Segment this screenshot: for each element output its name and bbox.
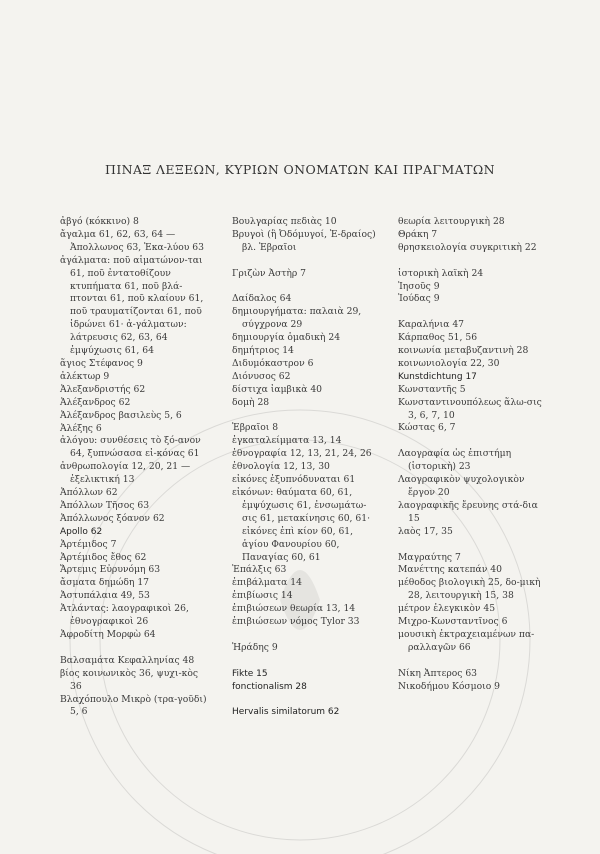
index-entry: Βουλγαρίας πεδιὰς 10 [232, 216, 337, 227]
index-entry: Ἀλέξανδρος βασιλεὺς 5, 6 [60, 409, 182, 421]
index-entry: Βαλσαμάτα Κεφαλληνίας 48 [60, 654, 195, 666]
index-column-1 [60, 216, 212, 719]
entry-gap [398, 655, 546, 668]
index-entry: λαὸς 17, 35 [398, 525, 453, 537]
index-entry: μέτρον ἐλεγκικὸν 45 [398, 603, 496, 615]
index-entry: Διόνυσος 62 [232, 370, 291, 382]
index-entry: εἰκόνες ἐξυπνόδυναται 61 [232, 474, 356, 486]
index-entry: Ἀστυπάλαια 49, 53 [60, 590, 150, 602]
index-entry: Βρυγοὶ (ἢ Ὀδόμυγοί, Ἑ-δραίος) βλ. Ἑβραῖοι [232, 228, 376, 253]
index-entry: ἐπιβάλματα 14 [232, 577, 302, 589]
index-entry: θρησκειολογία συγκριτικὴ 22 [398, 241, 537, 253]
index-entry: Ἀρτέμιδος 7 [60, 538, 117, 550]
entry-gap [60, 642, 212, 655]
index-entry: Κάρπαθος 51, 56 [398, 332, 478, 344]
index-entry: μουσικὴ ἐκτραχειαμένων πα-ραλλαγῶν 66 [398, 628, 535, 653]
index-entry: ἄγαλμα 61, 62, 63, 64 —Ἀπολλωνος 63, Ἑκα-λύου 63 [60, 228, 204, 253]
index-entry: Καραλήνια 47 [398, 319, 465, 331]
index-entry: ἐγκαταλείμματα 13, 14 [232, 435, 342, 447]
index-entry: Κωνσταντινουπόλεως ἅλω-σις 3, 6, 7, 10 [398, 396, 542, 421]
entry-gap [398, 306, 546, 319]
index-column-3 [398, 216, 546, 693]
index-entry: ἀγάλματα: ποῦ αἱματώνον-ται 61, ποῦ ἐντατοθίζουν κτυπήματα 61, ποῦ βλά-πτονται 61, ποῦ κλαίουν 61, ποῦ τραυματίζονται 61, ποῦ ἱδρώνει 61· ἀ-γάλματων: λάτρευσις 62, 63, 64 ἐμψύχωσις 61, 64 [60, 254, 204, 357]
index-entry: Kunstdichtung 17 [398, 371, 477, 382]
index-entry: Ἀπόλλων Τῆσος 63 [60, 499, 150, 511]
index-entry: λαογραφικῆς ἔρευνης στά-δια 15 [398, 499, 538, 524]
index-entry: Μανέττης κατεπάν 40 [398, 564, 502, 576]
index-entry: Θράκη 7 [398, 228, 438, 240]
index-entry: Ἀτλάντας: λαογραφικοὶ 26, ἐθνογραφικοὶ 26 [60, 603, 189, 628]
index-entry: ἐθνογραφία 12, 13, 21, 24, 26 [232, 448, 372, 460]
entry-gap [232, 655, 377, 668]
index-entry: ἐπιβιώσεων νόμος Tylor 33 [232, 616, 360, 628]
index-entry: κοινωνία μεταβυζαντινὴ 28 [398, 345, 529, 357]
index-entry: fonctionalism 28 [232, 681, 307, 692]
index-entry: Μαγραύτης 7 [398, 551, 461, 563]
index-entry: ἐθνολογία 12, 13, 30 [232, 461, 330, 473]
index-entry: Ἀρτέμιδος ἔθος 62 [60, 551, 147, 563]
index-entry: Γριζὼν Ἀστὴρ 7 [232, 267, 307, 279]
index-entry: Ἀλέξανδρος 62 [60, 396, 131, 408]
index-entry: Hervalis similatorum 62 [232, 707, 340, 718]
index-entry: μέθοδος βιολογικὴ 25, δο-μικὴ 28, λειτουργικὴ 15, 38 [398, 577, 541, 602]
index-entry: Ἰούδας 9 [398, 293, 440, 305]
index-title: ΠΙΝΑΞ ΛΕΞΕΩΝ, ΚΥΡΙΩΝ ΟΝΟΜΑΤΩΝ ΚΑΙ ΠΡΑΓΜΑΤΩΝ [105, 162, 495, 177]
index-entry: δημιουργία ὁμαδικὴ 24 [232, 332, 341, 344]
index-entry: δημιουργήματα: παλαιὰ 29, σύγχρονα 29 [232, 306, 362, 331]
entry-gap [232, 281, 377, 294]
index-entry: Βλαχόπουλο Μικρὸ (τρα-γοῦδι) 5, 6 [60, 693, 207, 718]
index-entry: Ἀλεξανδριστής 62 [60, 383, 146, 395]
index-entry: ἀλόγου: συνθέσεις τὸ ξό-ανον 64, ξυπνώσασα εἰ-κόνας 61 [60, 435, 201, 460]
index-entry: ἀνθρωπολογία 12, 20, 21 — ἐξελικτική 13 [60, 461, 191, 486]
index-entry: ἐπιβιώσεων θεωρία 13, 14 [232, 603, 356, 615]
index-entry: Apollo 62 [60, 526, 103, 537]
index-entry: Διδυμόκαστρον 6 [232, 357, 314, 369]
index-entry: δημήτριος 14 [232, 345, 294, 357]
index-entry: Κώστας 6, 7 [398, 422, 456, 434]
index-entry: Ἀπόλλωνος ξόανον 62 [60, 512, 165, 524]
entry-gap [232, 255, 377, 268]
index-entry: δομὴ 28 [232, 396, 270, 408]
entry-gap [232, 693, 377, 706]
index-entry: εἰκόνων: θαύματα 60, 61, ἐμψύχωσις 61, ἐνσωμάτω-σις 61, μετακίνησις 60, 61· εἰκόνες ἐπὶ κίον 60, 61, ἁγίου Φανουρίου 60, Παναγίας 60, 61 [232, 486, 371, 563]
index-entry: ἀλέκτωρ 9 [60, 370, 110, 382]
entry-gap [398, 255, 546, 268]
index-entry: Ἐπάλξις 63 [232, 564, 287, 576]
index-entry: Ἀπόλλων 62 [60, 487, 118, 499]
index-column-2 [232, 216, 377, 719]
index-entry: Ἀλέξης 6 [60, 422, 102, 434]
entry-gap [232, 629, 377, 642]
index-entry: ἀβγό (κόκκινο) 8 [60, 216, 139, 227]
index-entry: κοινωνιολογία 22, 30 [398, 357, 500, 369]
entry-gap [398, 539, 546, 552]
index-entry: ἐπιβίωσις 14 [232, 590, 293, 602]
index-entry: Ἡράδης 9 [232, 641, 278, 653]
index-entry: ἅγιος Στέφανος 9 [60, 357, 143, 369]
index-entry: Fikte 15 [232, 668, 268, 679]
index-entry: Κωνσταντῆς 5 [398, 383, 466, 395]
index-entry: Λαογραφία ὡς ἐπιστήμη (ἱστορικὴ) 23 [398, 448, 512, 473]
index-entry: Ἄρτεμις Εὐρυνόμη 63 [60, 564, 161, 576]
index-entry: Μιχρο-Κωνσταντῖνος 6 [398, 616, 508, 628]
index-entry: Δαίδαλος 64 [232, 293, 292, 305]
index-entry: Ἰησοῦς 9 [398, 280, 440, 292]
index-entry: δίστιχα ἰαμβικὰ 40 [232, 383, 323, 395]
entry-gap [232, 410, 377, 423]
index-entry: Ἑβραῖοι 8 [232, 422, 279, 434]
index-entry: Λαογραφικὸν ψυχολογικὸν ἔργον 20 [398, 474, 525, 498]
index-entry: βίος κοινωνικὸς 36, ψυχι-κὸς 36 [60, 667, 199, 692]
index-entry: Νίκη Ἀπτερος 63 [398, 667, 478, 679]
index-entry: ἱστορικὴ λαϊκὴ 24 [398, 267, 484, 279]
index-entry: Νικοδήμου Κόσμοιο 9 [398, 680, 501, 692]
entry-gap [398, 435, 546, 448]
index-entry: ἄσματα δημώδη 17 [60, 577, 150, 589]
index-entry: Ἀφροδίτη Μορφὼ 64 [60, 629, 156, 640]
index-entry: θεωρία λειτουργικὴ 28 [398, 216, 505, 227]
